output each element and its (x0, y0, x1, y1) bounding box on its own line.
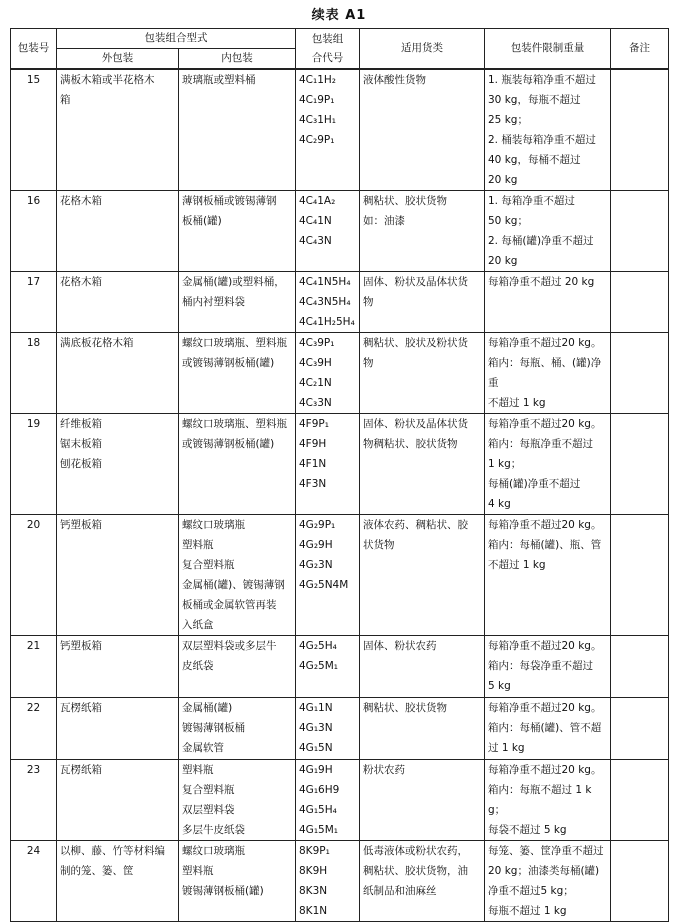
cell-limit (485, 272, 611, 333)
code-line: 4G₂5N4M (299, 579, 349, 591)
cell-code (296, 515, 360, 636)
inner-line: 金属桶(罐) (182, 702, 233, 714)
code-line: 4G₁3N (299, 722, 333, 734)
code-line: 4C₂9P₁ (299, 134, 335, 146)
code-line: 4G₁5H₄ (299, 804, 337, 816)
limit-line: 20 kg (488, 174, 518, 186)
goods-line: 稠粘状、胶状货物 (363, 195, 447, 207)
code-line: 4C₃9H (299, 357, 332, 369)
goods-line: 稠粘状、胶状货物，油 (363, 865, 468, 877)
limit-line: 40 kg，每桶不超过 (488, 154, 581, 166)
cell-code (296, 760, 360, 841)
cell-inner (179, 515, 296, 636)
table-row (11, 414, 669, 515)
inner-line: 玻璃瓶或塑料桶 (182, 74, 256, 86)
outer-line: 瓦楞纸箱 (60, 702, 102, 714)
cell-code (296, 191, 360, 272)
cell-inner (179, 191, 296, 272)
limit-line: 每箱净重不超过20 kg。 (488, 764, 602, 776)
code-line: 8K9H (299, 865, 328, 877)
goods-line: 纸制品和油麻丝 (363, 885, 437, 897)
limit-line: 1 kg； (488, 458, 522, 470)
cell-inner (179, 636, 296, 698)
outer-line: 锯末板箱 (60, 438, 102, 450)
code-line: 4F9P₁ (299, 418, 329, 430)
inner-line: 入纸盒 (182, 619, 214, 631)
outer-line: 纤维板箱 (60, 418, 102, 430)
limit-line: 20 kg (488, 255, 518, 267)
inner-line: 薄钢板桶或镀锡薄钢 (182, 195, 277, 207)
cell-limit (485, 333, 611, 414)
cell-code (296, 698, 360, 760)
cell-note (611, 760, 669, 841)
inner-line: 镀锡薄钢板桶(罐) (182, 885, 264, 897)
limit-line: 箱内：每瓶不超过 1 kg； (488, 784, 592, 816)
cell-outer (57, 272, 179, 333)
cell-outer (57, 760, 179, 841)
cell-pkg-no: 15 (11, 69, 57, 191)
header-outer: 外包装 (57, 49, 179, 70)
inner-line: 金属软管 (182, 742, 224, 754)
inner-line: 塑料瓶 (182, 865, 214, 877)
header-combo: 包装组合型式 (57, 29, 296, 49)
cell-goods (360, 636, 485, 698)
cell-outer (57, 414, 179, 515)
limit-line: 箱内：每瓶、桶、(罐)净重 (488, 357, 602, 389)
cell-pkg-no: 22 (11, 698, 57, 760)
cell-inner (179, 841, 296, 922)
code-line: 4G₁1N (299, 702, 333, 714)
goods-line: 固体、粉状农药 (363, 640, 437, 652)
table-row (11, 760, 669, 841)
cell-inner (179, 414, 296, 515)
limit-line: 每笼、篓、筐净重不超过 (488, 845, 604, 857)
limit-line: 30 kg，每瓶不超过 (488, 94, 581, 106)
code-line: 4C₃9P₁ (299, 337, 335, 349)
cell-inner (179, 760, 296, 841)
inner-line: 板桶或金属软管再装 (182, 599, 277, 611)
code-line: 4C₄1H₂5H₄ (299, 316, 355, 328)
limit-line: 4 kg (488, 498, 511, 510)
header-note: 备注 (611, 29, 669, 70)
code-line: 4G₁5N (299, 742, 333, 754)
cell-outer (57, 841, 179, 922)
outer-line: 制的笼、篓、筐 (60, 865, 134, 877)
cell-outer (57, 333, 179, 414)
inner-line: 金属桶(罐)、镀锡薄钢 (182, 579, 285, 591)
code-line: 4C₁9P₁ (299, 94, 335, 106)
header-code (296, 29, 360, 70)
cell-note (611, 841, 669, 922)
outer-line: 花格木箱 (60, 276, 102, 288)
code-line: 4G₂9H (299, 539, 333, 551)
limit-line: 每桶(罐)净重不超过 (488, 478, 581, 490)
outer-line: 瓦楞纸箱 (60, 764, 102, 776)
cell-note (611, 191, 669, 272)
inner-line: 或镀锡薄钢板桶(罐) (182, 438, 275, 450)
cell-code (296, 636, 360, 698)
code-line: 4C₄3N (299, 235, 332, 247)
limit-line: 每瓶不超过 1 kg (488, 905, 567, 917)
cell-pkg-no: 18 (11, 333, 57, 414)
limit-line: 1. 瓶装每箱净重不超过 (488, 74, 596, 86)
inner-line: 复合塑料瓶 (182, 559, 235, 571)
table-row (11, 333, 669, 414)
inner-line: 螺纹口玻璃瓶 (182, 519, 245, 531)
cell-outer (57, 69, 179, 191)
goods-line: 固体、粉状及晶体状货 (363, 276, 468, 288)
limit-line: 50 kg； (488, 215, 528, 227)
limit-line: 2. 每桶(罐)净重不超过 (488, 235, 594, 247)
limit-line: 每箱净重不超过20 kg。 (488, 337, 602, 349)
cell-limit (485, 69, 611, 191)
header-goods: 适用货类 (360, 29, 485, 70)
limit-line: 1. 每箱净重不超过 (488, 195, 575, 207)
inner-line: 塑料瓶 (182, 764, 214, 776)
limit-line: 每箱净重不超过20 kg。 (488, 418, 602, 430)
code-line: 8K1N (299, 905, 328, 917)
inner-line: 镀锡薄钢板桶 (182, 722, 245, 734)
cell-goods (360, 333, 485, 414)
cell-pkg-no: 21 (11, 636, 57, 698)
cell-outer (57, 698, 179, 760)
cell-pkg-no: 16 (11, 191, 57, 272)
inner-line: 双层塑料袋或多层牛 (182, 640, 277, 652)
goods-line: 状货物 (363, 539, 395, 551)
goods-line: 物 (363, 357, 374, 369)
code-line: 8K3N (299, 885, 328, 897)
limit-line: 净重不超过5 kg； (488, 885, 574, 897)
code-line: 4G₁6H9 (299, 784, 340, 796)
goods-line: 低毒液体或粉状农药， (363, 845, 468, 857)
cell-goods (360, 515, 485, 636)
goods-line: 物 (363, 296, 374, 308)
cell-pkg-no: 24 (11, 841, 57, 922)
table-title: 续表 A1 (311, 8, 367, 23)
cell-code (296, 841, 360, 922)
table-row (11, 698, 669, 760)
limit-line: 每袋不超过 5 kg (488, 824, 567, 836)
cell-inner (179, 698, 296, 760)
cell-goods (360, 841, 485, 922)
cell-pkg-no: 19 (11, 414, 57, 515)
cell-code (296, 69, 360, 191)
cell-limit (485, 191, 611, 272)
goods-line: 液体酸性货物 (363, 74, 426, 86)
cell-note (611, 272, 669, 333)
cell-note (611, 333, 669, 414)
code-line: 4G₂5H₄ (299, 640, 337, 652)
outer-line: 钙塑板箱 (60, 640, 102, 652)
cell-note (611, 515, 669, 636)
header-code-line2: 合代号 (311, 51, 344, 64)
cell-outer (57, 636, 179, 698)
code-line: 4C₄3N5H₄ (299, 296, 351, 308)
limit-line: 不超过 1 kg (488, 397, 546, 409)
code-line: 4G₂3N (299, 559, 333, 571)
header-code-line1: 包装组 (311, 32, 344, 45)
code-line: 4G₂5M₁ (299, 660, 338, 672)
code-line: 4C₁1H₂ (299, 74, 337, 86)
limit-line: 不超过 1 kg (488, 559, 546, 571)
inner-line: 金属桶(罐)或塑料桶， (182, 276, 285, 288)
cell-code (296, 414, 360, 515)
limit-line: 每箱净重不超过20 kg。 (488, 702, 602, 714)
inner-line: 或镀锡薄钢板桶(罐) (182, 357, 275, 369)
cell-goods (360, 191, 485, 272)
outer-line: 满底板花格木箱 (60, 337, 134, 349)
table-row (11, 191, 669, 272)
limit-line: 每箱净重不超过20 kg。 (488, 519, 602, 531)
code-line: 4F9H (299, 438, 327, 450)
limit-line: 箱内：每桶(罐)、管不超 (488, 722, 602, 734)
outer-line: 满板木箱或半花格木 (60, 74, 155, 86)
cell-inner (179, 69, 296, 191)
goods-line: 固体、粉状及晶体状货 (363, 418, 468, 430)
table-row (11, 69, 669, 191)
goods-line: 粉状农药 (363, 764, 405, 776)
cell-goods (360, 698, 485, 760)
table-row (11, 272, 669, 333)
inner-line: 塑料瓶 (182, 539, 214, 551)
cell-note (611, 698, 669, 760)
outer-line: 刨花板箱 (60, 458, 102, 470)
cell-code (296, 272, 360, 333)
cell-goods (360, 760, 485, 841)
cell-limit (485, 515, 611, 636)
code-line: 4C₄1N5H₄ (299, 276, 351, 288)
code-line: 4C₃1H₁ (299, 114, 337, 126)
code-line: 4G₁9H (299, 764, 333, 776)
inner-line: 皮纸袋 (182, 660, 214, 672)
inner-line: 螺纹口玻璃瓶、塑料瓶 (182, 337, 287, 349)
limit-line: 过 1 kg (488, 742, 525, 754)
cell-note (611, 414, 669, 515)
cell-limit (485, 636, 611, 698)
cell-pkg-no: 20 (11, 515, 57, 636)
table-row (11, 841, 669, 922)
cell-limit (485, 698, 611, 760)
goods-line: 稠粘状、胶状及粉状货 (363, 337, 468, 349)
cell-limit (485, 414, 611, 515)
goods-line: 物稠粘状、胶状货物 (363, 438, 458, 450)
code-line: 4F3N (299, 478, 327, 490)
outer-line: 箱 (60, 94, 71, 106)
cell-note (611, 69, 669, 191)
cell-pkg-no: 23 (11, 760, 57, 841)
inner-line: 多层牛皮纸袋 (182, 824, 245, 836)
cell-goods (360, 414, 485, 515)
code-line: 4G₂9P₁ (299, 519, 336, 531)
outer-line: 花格木箱 (60, 195, 102, 207)
cell-outer (57, 191, 179, 272)
inner-line: 板桶(罐) (182, 215, 222, 227)
header-inner: 内包装 (179, 49, 296, 70)
code-line: 4F1N (299, 458, 327, 470)
limit-line: 箱内：每桶(罐)、瓶、管 (488, 539, 602, 551)
code-line: 4C₄1N (299, 215, 332, 227)
outer-line: 以柳、藤、竹等材料编 (60, 845, 165, 857)
goods-line: 液体农药、稠粘状、胶 (363, 519, 468, 531)
header-pkg-no: 包装号 (11, 29, 57, 70)
inner-line: 螺纹口玻璃瓶 (182, 845, 245, 857)
limit-line: 每箱净重不超过 20 kg (488, 276, 595, 288)
table-row (11, 636, 669, 698)
cell-limit (485, 760, 611, 841)
outer-line: 钙塑板箱 (60, 519, 102, 531)
cell-pkg-no: 17 (11, 272, 57, 333)
cell-limit (485, 841, 611, 922)
limit-line: 箱内：每瓶净重不超过 (488, 438, 593, 450)
inner-line: 双层塑料袋 (182, 804, 235, 816)
code-line: 4C₃3N (299, 397, 332, 409)
goods-line: 如：油漆 (363, 215, 405, 227)
code-line: 4C₄1A₂ (299, 195, 336, 207)
inner-line: 复合塑料瓶 (182, 784, 235, 796)
cell-inner (179, 272, 296, 333)
inner-line: 桶内衬塑料袋 (182, 296, 245, 308)
limit-line: 每箱净重不超过20 kg。 (488, 640, 602, 652)
cell-note (611, 636, 669, 698)
code-line: 8K9P₁ (299, 845, 330, 857)
cell-outer (57, 515, 179, 636)
limit-line: 2. 桶装每箱净重不超过 (488, 134, 596, 146)
code-line: 4G₁5M₁ (299, 824, 338, 836)
limit-line: 箱内：每袋净重不超过 (488, 660, 593, 672)
cell-goods (360, 69, 485, 191)
code-line: 4C₂1N (299, 377, 332, 389)
cell-inner (179, 333, 296, 414)
table-body (11, 69, 669, 922)
packaging-table (10, 28, 669, 922)
goods-line: 稠粘状、胶状货物 (363, 702, 447, 714)
cell-code (296, 333, 360, 414)
table-row (11, 515, 669, 636)
limit-line: 25 kg； (488, 114, 528, 126)
limit-line: 5 kg (488, 680, 511, 692)
inner-line: 螺纹口玻璃瓶、塑料瓶 (182, 418, 287, 430)
header-limit: 包装件限制重量 (485, 29, 611, 70)
limit-line: 20 kg；油漆类每桶(罐) (488, 865, 600, 877)
cell-goods (360, 272, 485, 333)
